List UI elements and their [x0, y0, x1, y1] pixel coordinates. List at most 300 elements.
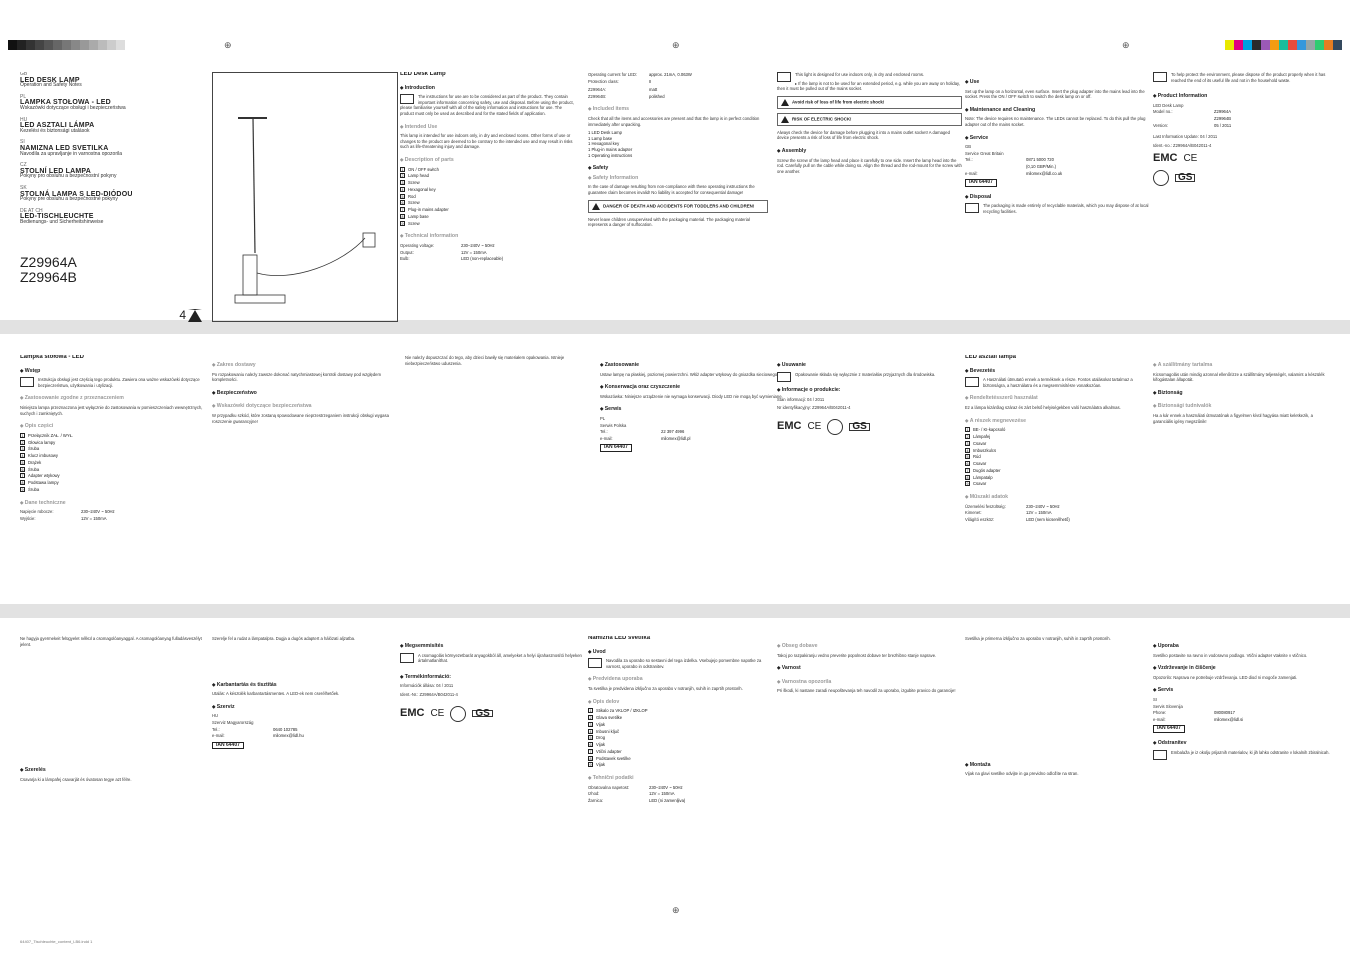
row-key	[965, 164, 1020, 170]
emc-mark: EMC	[777, 420, 802, 433]
row-key: Phone:	[1153, 710, 1167, 716]
table-row	[20, 509, 205, 515]
table-row	[965, 517, 1150, 523]
row-value: 12V = 150mA	[649, 791, 675, 797]
table-row	[400, 243, 575, 249]
part-item	[400, 207, 575, 213]
disposal-text: Opakowanie składa się wyłącznie z materiałów przyjaznych dla środowiska.	[777, 372, 957, 378]
heading-included: ◆ A szállítmány tartalma	[1153, 362, 1333, 369]
row-key: PL	[600, 415, 606, 421]
row-key: LED Desk Lamp	[1153, 102, 1184, 108]
part-label: Inbusni ključ	[596, 728, 620, 734]
part-number: 8	[589, 756, 592, 761]
table-row	[1153, 109, 1333, 115]
intended-use-text: This lamp is intended for use indoors only, in dry and enclosed rooms. Other forms of use or changes to the product are deemed to be contrary to the intended use and may result in risks such as life-threatening injury and damage.	[400, 133, 573, 150]
part-number: 8	[401, 215, 404, 219]
heading-safety: ◆ Varnost	[777, 665, 962, 672]
ian-number: IAN 64407	[600, 444, 632, 452]
part-number: 8	[966, 475, 969, 480]
intro-text: A Használati útmutató ennek a terméknek a része. Fontos utalásokat tartalmaz a biztonságra, a használatra és a megsemmisítésre vonatkozóan.	[965, 377, 1150, 388]
section-title: LED Desk Lamp	[400, 72, 446, 77]
recycle-icon	[1153, 750, 1167, 760]
row-value: 0640 102785	[273, 726, 298, 732]
part-number: 1	[21, 433, 24, 438]
part-number: 4	[401, 187, 404, 192]
table-row	[600, 429, 785, 435]
heading-use: ◆ Uporaba	[1153, 643, 1333, 650]
part-label: Przełącznik ZAŁ. / WYŁ.	[28, 432, 74, 438]
si-safety-column	[777, 636, 962, 886]
row-value: (0,10 GBP/Min.)	[1026, 163, 1057, 169]
color-swatch	[1270, 40, 1279, 50]
language-flag-icon: PL	[20, 93, 27, 100]
row-key: Világító eszköz:	[965, 516, 995, 522]
ident-number: Nr identyfikacyjny: Z29964A/B042011-4	[777, 405, 851, 411]
language-title: LED DESK LAMP	[20, 76, 80, 84]
row-value: 230–240V ~ 50Hz	[1026, 503, 1060, 509]
gb-intro-column	[400, 72, 575, 322]
row-value: approx. 21mA, 0.063W	[649, 72, 692, 77]
row-key: Bulb:	[400, 256, 410, 262]
hu-maintenance-column	[212, 636, 397, 886]
heading-intended-use: ◆ Rendeltetésszerű használat	[965, 395, 1150, 402]
operating-current-table	[588, 72, 768, 84]
row-key: Žarnica:	[588, 797, 604, 803]
table-row	[588, 791, 773, 797]
product-info-table	[1153, 103, 1333, 128]
heading-service: ◆ Service	[965, 135, 1150, 142]
part-number: 5	[589, 736, 592, 741]
intended-use-text: Ta svetilka je predvidena izključno za uporabo v notranjih, suhih in zaprtih prostorih.	[588, 685, 743, 691]
row-key: Izhod:	[588, 791, 600, 797]
assembly-text: Csavarja ki a lámpafej csavarját és óvatosan tegye azt félre.	[20, 776, 132, 782]
row-key: Serwis Polska	[600, 422, 627, 428]
pl-warnings-column	[405, 355, 590, 605]
pl-disposal-column	[777, 355, 957, 605]
heading-intended-use: ◆ Zastosowanie zgodne z przeznaczeniem	[20, 395, 205, 402]
part-label: Rúd	[973, 454, 981, 460]
language-subtitle: Pokyny pro obsluhu a bezpečnostní pokyny	[20, 173, 117, 180]
table-row	[600, 423, 785, 429]
part-item	[20, 433, 205, 439]
table-row	[20, 516, 205, 522]
warning-text: RISK OF ELECTRIC SHOCK!	[792, 116, 852, 122]
part-number: 8	[21, 481, 24, 486]
intended-use-text: Niniejsza lampa przeznaczona jest wyłącznie do zastosowania w pomieszczeniach wewnętrznych, suchych i zamkniętych.	[20, 404, 203, 416]
part-number: 4	[21, 454, 24, 459]
part-number: 9	[966, 482, 969, 487]
heading-product-info: ◆ Informacje o produkcie:	[777, 387, 957, 394]
maintenance-text: Note: The device requires no maintenance. The LEDs cannot be replaced. To do this pull the plug adapter out of the mains socket.	[965, 116, 1146, 127]
service-contact	[1153, 697, 1333, 722]
intro-text: Navodila za uporabo so sestavni del tega izdelka. Vsebujejo pomembne napotke za varnost, uporabo in odstranitev.	[588, 658, 773, 669]
part-label: ON / OFF switch	[408, 166, 439, 172]
ce-mark: CE	[807, 421, 822, 433]
table-row	[400, 250, 575, 256]
heading-assembly: ◆ Assembly	[777, 148, 962, 155]
part-item	[20, 480, 205, 486]
part-label: Lámpafej	[973, 433, 991, 439]
use-text: Szerelje fel a rudat a lámpatalpra. Dugja a dugós adaptert a hálózati aljzatba.	[212, 636, 356, 641]
row-value: 080080917	[1214, 710, 1235, 716]
si-assembly-column	[965, 636, 1150, 886]
color-swatch	[107, 40, 116, 50]
language-title: NAMIZNA LED SVETILKA	[20, 144, 109, 152]
manual-icon	[965, 377, 979, 387]
language-title: LED-TISCHLEUCHTE	[20, 213, 94, 221]
part-number: 3	[966, 441, 969, 446]
color-swatch	[1243, 40, 1252, 50]
heading-intro: ◆ Uvod	[588, 649, 773, 656]
section-title: LED asztali lámpa	[965, 355, 1017, 360]
row-key: Tel.:	[965, 157, 973, 163]
disposal-text: A csomagolás környezetbarát anyagokból áll, amelyeket a helyi újrahasznosító helyeken ártalmatlaníthat.	[400, 653, 585, 664]
certification-marks	[777, 419, 957, 435]
part-item	[400, 167, 575, 173]
row-key: Version:	[1153, 122, 1169, 128]
row-key: Servis Slovenija	[1153, 703, 1183, 709]
recycle-icon	[965, 203, 979, 213]
row-value: LED (ni zamenljiva)	[649, 797, 686, 803]
row-value: 12V = 150mA	[81, 515, 107, 521]
part-label: Rod	[408, 193, 416, 199]
heading-assembly: ◆ Montaža	[965, 762, 1150, 769]
part-item	[965, 481, 1150, 487]
color-swatch	[1234, 40, 1243, 50]
hu-disposal-column	[400, 636, 585, 886]
assembly-text: Vijak na glavi svetilke odvijte in ga previdno odložite na stran.	[965, 771, 1079, 777]
row-key: Obratovalna napetost:	[588, 784, 630, 790]
cover-column	[20, 72, 205, 322]
heading-use: ◆ Use	[965, 79, 1150, 86]
gs-seal-icon: GS	[849, 423, 869, 431]
part-item	[588, 722, 773, 728]
color-swatch	[116, 40, 125, 50]
assembly-text: Screw the screw of the lamp head and place it carefully to one side. Insert the lamp head into the rod. Carefully pull on the cable while doing so. Align the thread and the rod-mount for the screw with one another.	[777, 157, 962, 174]
triangle-icon	[188, 309, 202, 322]
heading-disposal: ◆ Disposal	[965, 194, 1150, 201]
heading-tech: ◆ Műszaki adatok	[965, 494, 1150, 501]
use-text: Svetilko postavite na ravno in vodoravno podlago. Vtični adapter vtaknite v vtičnico.	[1153, 652, 1308, 658]
color-swatch	[98, 40, 107, 50]
service-contact	[212, 713, 397, 738]
part-item	[588, 756, 773, 762]
si-intro-column	[588, 636, 773, 886]
table-row	[588, 87, 768, 93]
table-row	[600, 416, 785, 422]
part-item	[588, 762, 773, 768]
part-item	[20, 460, 205, 466]
row-key: Wyjście:	[20, 515, 36, 521]
row-key: e-mail:	[212, 733, 225, 739]
heading-intended-use: ◆ Intended Use	[400, 124, 575, 131]
row-value: 05 / 2011	[1214, 122, 1232, 128]
part-number: 3	[589, 722, 592, 727]
heading-maintenance: ◆ Konserwacja oraz czyszczenie	[600, 384, 785, 391]
ce-mark: CE	[430, 707, 445, 719]
hu-safety-column	[1153, 355, 1333, 605]
part-number: 5	[21, 460, 24, 465]
row-value: polished	[649, 93, 665, 99]
color-swatch	[1261, 40, 1270, 50]
cover-language-entry	[20, 140, 205, 157]
list-item: 1 Hexagonal key	[588, 141, 620, 147]
part-label: Csavar	[973, 481, 987, 487]
language-title: LED ASZTALI LÁMPA	[20, 122, 95, 130]
row-value: 22 397 4996	[661, 429, 685, 435]
heading-intended-use: ◆ Predvidena uporaba	[588, 676, 773, 683]
part-item	[588, 715, 773, 721]
color-swatch	[26, 40, 35, 50]
table-row	[212, 713, 397, 719]
color-swatch	[89, 40, 98, 50]
row-key	[1153, 116, 1208, 122]
pl-safety-text: Nie należy dopuszczać do tego, aby dzieci bawiły się materiałem opakowania. Istnieje niebezpieczeństwo uduszenia.	[405, 355, 565, 366]
part-number: 1	[589, 709, 592, 714]
part-number: 7	[966, 468, 969, 473]
hu-warnings-column	[20, 636, 205, 886]
heading-use: ◆ Zastosowanie	[600, 362, 785, 369]
color-swatch	[1324, 40, 1333, 50]
language-subtitle: Wskazówki dotyczące obsługi i bezpieczeństwa	[20, 104, 126, 111]
pl-safety-column	[212, 355, 397, 605]
row-value: 0871 5000 720	[1026, 157, 1054, 163]
color-swatch	[1279, 40, 1288, 50]
row-value: 12V = 150mA	[461, 249, 487, 255]
part-item	[965, 441, 1150, 447]
color-swatch	[1333, 40, 1342, 50]
heading-safety-info: ◆ Biztonsági tudnivalók	[1153, 403, 1333, 410]
use-text: Set up the lamp on a horizontal, even surface. Insert the plug adapter into the mains lead into the socket. Press the ON / OFF switch to switch the desk lamp on or off.	[965, 88, 1145, 100]
heading-tech: ◆ Tehnični podatki	[588, 775, 773, 782]
tech-table	[588, 785, 773, 804]
part-label: Podstawa lampy	[28, 480, 59, 486]
safety-text: W przypadku szkód, które zostaną spowodowane nieprzestrzeganiem instrukcji obsługi wygasa roszczenie gwarancyjne!	[212, 412, 389, 424]
row-key: e-mail:	[965, 170, 978, 176]
heading-parts: ◆ Opis części	[20, 423, 205, 430]
color-swatch	[1297, 40, 1306, 50]
part-number: 6	[966, 462, 969, 467]
table-row	[212, 733, 397, 739]
part-label: Imbuszkulcs	[973, 447, 997, 453]
row-value: 230–240V ~ 50Hz	[461, 242, 495, 248]
part-number: 7	[21, 474, 24, 479]
language-title: STOLNÁ LAMPA S LED-DIÓDOU	[20, 190, 133, 198]
si-use-column	[1153, 636, 1333, 886]
heading-product-info: ◆ Termékinformáció:	[400, 674, 585, 681]
heading-included: ◆ Zakres dostawy	[212, 362, 397, 369]
pl-use-column	[600, 355, 785, 605]
language-flag-icon: GB	[20, 72, 28, 77]
table-row	[965, 504, 1150, 510]
row-key: HU	[212, 713, 219, 719]
part-item	[20, 446, 205, 452]
last-update: Információk állása: 04 / 2011	[400, 683, 454, 689]
table-row	[588, 785, 773, 791]
part-item	[965, 468, 1150, 474]
intended-use-text: Ez a lámpa kizárólag száraz és zárt belső helyiségekben való használatra alkalmas.	[965, 404, 1121, 410]
heading-assembly: ◆ Szerelés	[20, 767, 205, 774]
part-item	[400, 173, 575, 179]
parts-list	[400, 167, 575, 227]
part-number: 9	[21, 488, 24, 492]
color-swatch	[53, 40, 62, 50]
row-key: Output:	[400, 249, 414, 255]
part-number: 5	[966, 455, 969, 460]
part-item	[20, 487, 205, 493]
table-row	[588, 79, 768, 85]
last-update: Last Information Update: 04 / 2011	[1153, 134, 1218, 140]
warning-box-shock	[777, 113, 962, 126]
cover-language-entry	[20, 72, 205, 89]
warning-box-electric	[777, 96, 962, 109]
cover-language-entry	[20, 118, 205, 135]
color-swatch	[80, 40, 89, 50]
list-item: 1 LED Desk Lamp	[588, 130, 622, 136]
row-key: Tel.:	[600, 429, 608, 435]
included-items-list	[588, 130, 768, 158]
part-label: Plug-in mains adapter	[408, 207, 449, 213]
part-item	[588, 708, 773, 714]
color-swatch	[1252, 40, 1261, 50]
model-numbers	[20, 255, 205, 285]
hu-intro-column	[965, 355, 1150, 605]
row-key: e-mail:	[1153, 716, 1166, 722]
test-seals	[1153, 170, 1333, 186]
language-title: STOLNÍ LED LAMPA	[20, 167, 91, 175]
row-value: LED (non-replaceable)	[461, 256, 504, 262]
part-number: 5	[401, 194, 404, 199]
color-swatch	[1315, 40, 1324, 50]
part-number: 6	[401, 201, 404, 206]
cover-language-entry	[20, 186, 205, 203]
maintenance-text: Wskazówka: Niniejsze urządzenie nie wymaga konserwacji. Diody LED nie mogą być wymieniane.	[600, 393, 783, 399]
heading-technical-information: ◆ Technical information	[400, 233, 575, 240]
language-flag-icon: SK	[20, 184, 27, 191]
heading-safety-information: ◆ Safety Information	[588, 175, 768, 182]
language-flag-icon: HU	[20, 116, 28, 123]
row-value: 230–240V ~ 50Hz	[81, 509, 115, 515]
registration-mark: ⊕	[224, 40, 232, 50]
warning-text: DANGER OF DEATH AND ACCIDENTS FOR TODDLERS AND CHILDREN!	[603, 203, 755, 209]
tuv-seal-icon	[450, 706, 466, 722]
color-calibration-bar-left	[8, 40, 125, 50]
certification-marks	[1153, 152, 1333, 165]
part-label: Podstavek svetilke	[596, 755, 631, 761]
pl-intro-column	[20, 355, 205, 605]
heading-safety: ◆ Safety	[588, 165, 768, 172]
tuv-seal-icon	[1153, 170, 1169, 186]
gb-use-column	[965, 72, 1150, 322]
manual-icon	[20, 377, 34, 387]
warning-icon	[592, 203, 600, 210]
part-label: Śruba	[28, 446, 40, 452]
table-row	[400, 256, 575, 262]
heading-maintenance: ◆ Karbantartás és tisztítás	[212, 682, 397, 689]
part-label: BE- / KI-kapcsoló	[973, 427, 1006, 433]
part-item	[400, 214, 575, 220]
part-number: 9	[401, 221, 404, 226]
parts-list	[965, 427, 1150, 487]
print-footer: 64407_Tischleuchte_content_LB6.indd 1	[20, 939, 93, 944]
part-label: Vijak	[596, 762, 606, 768]
part-item	[20, 440, 205, 446]
heading-parts: ◆ Opis delov	[588, 699, 773, 706]
part-label: Klucz imbusowy	[28, 453, 59, 459]
part-item	[20, 467, 205, 473]
table-row	[588, 94, 768, 100]
section-title: Lampka stołowa - LED	[20, 355, 85, 360]
service-contact	[600, 416, 785, 441]
table-row	[1153, 123, 1333, 129]
safety-bullet: ▸ If the lamp is not to be used for an extended period, e.g. while you are away on holiday, then it must be pulled out of the mains socket.	[777, 81, 962, 92]
heading-parts: ◆ A részek megnevezése	[965, 418, 1150, 425]
heading-introduction: ◆ Introduction	[400, 85, 575, 92]
tech-table	[400, 243, 575, 262]
heading-safety-info: ◆ Wskazówki dotyczące bezpieczeństwa	[212, 403, 397, 410]
row-value: Z29964B	[1214, 115, 1231, 121]
color-calibration-bar-right	[1225, 40, 1342, 50]
part-label: Screw	[408, 200, 420, 206]
row-value: milomex@lidl.hu	[273, 733, 304, 739]
part-label: Stikalo za VKLOP / IZKLOP	[596, 708, 648, 714]
part-number: 7	[401, 208, 404, 213]
part-label: Vtični adapter	[596, 748, 622, 754]
parts-list	[20, 433, 205, 493]
part-label: Drążek	[28, 459, 42, 465]
heading-tech: ◆ Dane techniczne	[20, 500, 205, 507]
ian-number: IAN 64407	[965, 179, 997, 187]
ident-number: Ident.-Nr.: Z29964A/B042011-4	[400, 691, 458, 697]
heading-disposal: ◆ Odstranitev	[1153, 740, 1333, 747]
row-value: matt	[649, 87, 658, 93]
maintenance-text: Opozorilo: Naprava ne potrebuje vzdrževanja. LED diod ni mogoče zamenjati.	[1153, 674, 1298, 680]
part-item	[588, 749, 773, 755]
included-text: Kicsomagolás után mindig azonnal ellenőrizze a szállítmány teljességét, valamint a készülék kifogástalan állapotát.	[1153, 371, 1325, 383]
part-label: Glava svetilke	[596, 714, 623, 720]
part-item	[400, 200, 575, 206]
part-number: 6	[21, 467, 24, 472]
lamp-illustration	[212, 72, 398, 322]
row-key: Z29964B:	[588, 93, 607, 99]
row-value: 12V = 150mA	[1026, 510, 1052, 516]
table-row	[600, 436, 785, 442]
recycle-icon	[777, 372, 791, 382]
part-label: Vijak	[596, 742, 606, 748]
heading-disposal: ◆ Megsemmisítés	[400, 643, 585, 650]
table-row	[965, 151, 1150, 157]
page-marker	[179, 309, 205, 322]
heading-intro: ◆ Wstęp	[20, 368, 205, 375]
part-item	[400, 194, 575, 200]
lamp-drawing	[213, 73, 399, 323]
color-swatch	[35, 40, 44, 50]
row-key: Operating current for LED:	[588, 72, 638, 77]
part-item	[965, 454, 1150, 460]
part-label: Lamp base	[408, 214, 429, 219]
bin-icon	[1153, 72, 1167, 82]
heading-description-of-parts: ◆ Description of parts	[400, 157, 575, 164]
row-key: Napięcie robocze:	[20, 509, 54, 515]
color-swatch	[17, 40, 26, 50]
part-label: Adapter wtykowy	[28, 473, 60, 479]
heading-service: ◆ Szerviz	[212, 704, 397, 711]
part-number: 1	[966, 428, 969, 433]
disposal-text: Embalaža je iz okolju prijaznih materialov, ki jih lahko odstranite v lokalnih zbiralnicah.	[1153, 750, 1333, 756]
included-text: Po rozpakowaniu należy zawsze dokonać natychmiastowej kontroli dostawy pod względem kompletności.	[212, 371, 381, 383]
hu-safety-text: Ne hagyja gyermekeit felügyelet nélkül a csomagolóanyaggal. A csomagolóanyag fulladásveszélyt jelent.	[20, 636, 202, 647]
disposal-text: The packaging is made entirely of recyclable materials, which you may dispose of at local recycling facilities.	[965, 203, 1150, 214]
